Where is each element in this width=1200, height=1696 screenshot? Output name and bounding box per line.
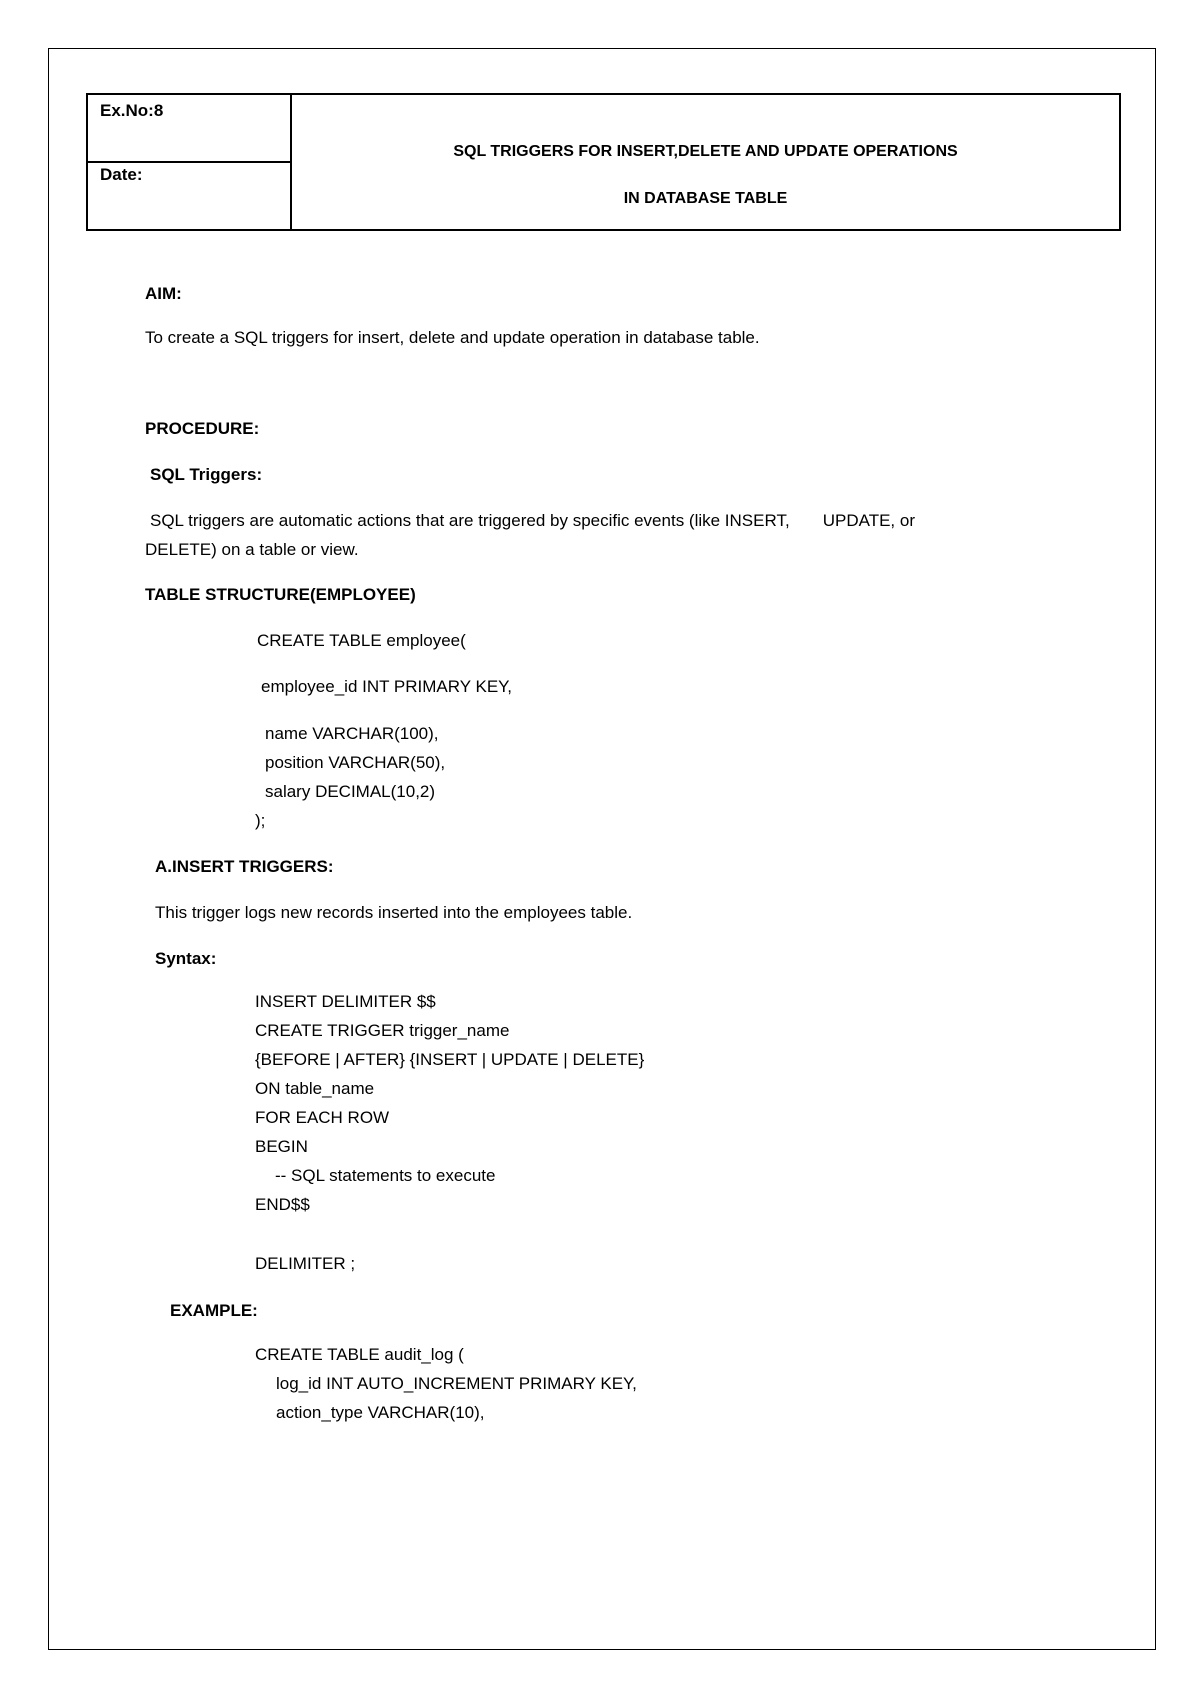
procedure-heading: PROCEDURE: <box>145 419 260 438</box>
syntax-line: FOR EACH ROW <box>255 1108 390 1127</box>
syntax-line: CREATE TRIGGER trigger_name <box>255 1021 510 1040</box>
header-table <box>86 93 1121 231</box>
code-line: name VARCHAR(100), <box>265 724 439 743</box>
aim-heading: AIM: <box>145 284 182 303</box>
example-line: CREATE TABLE audit_log ( <box>255 1345 464 1364</box>
code-line: CREATE TABLE employee( <box>257 631 466 650</box>
insert-triggers-heading: A.INSERT TRIGGERS: <box>155 857 334 876</box>
syntax-line: {BEFORE | AFTER} {INSERT | UPDATE | DELETE} <box>255 1050 645 1069</box>
syntax-line: END$$ <box>255 1195 310 1214</box>
procedure-text-line-1: SQL triggers are automatic actions that are triggered by specific events (like INSERT, UPDATE, or <box>150 511 915 530</box>
title-line-1: SQL TRIGGERS FOR INSERT,DELETE AND UPDATE OPERATIONS <box>453 143 958 160</box>
code-line: salary DECIMAL(10,2) <box>265 782 436 801</box>
header-left-cell <box>88 95 292 229</box>
syntax-heading: Syntax: <box>155 949 217 968</box>
exercise-number: Ex.No:8 <box>100 101 164 120</box>
syntax-line: ON table_name <box>255 1079 375 1098</box>
page-border <box>48 48 1156 1650</box>
code-line: employee_id INT PRIMARY KEY, <box>261 677 513 696</box>
syntax-line: BEGIN <box>255 1137 308 1156</box>
table-structure-heading: TABLE STRUCTURE(EMPLOYEE) <box>145 585 416 604</box>
title-line-2: IN DATABASE TABLE <box>623 190 788 207</box>
insert-triggers-text: This trigger logs new records inserted into the employees table. <box>155 903 633 922</box>
example-line: action_type VARCHAR(10), <box>276 1403 485 1422</box>
date-label: Date: <box>100 165 143 184</box>
syntax-line: INSERT DELIMITER $$ <box>255 992 436 1011</box>
example-heading: EXAMPLE: <box>170 1301 258 1320</box>
syntax-line: DELIMITER ; <box>255 1254 356 1273</box>
header-divider <box>88 161 292 163</box>
procedure-text-line-2: DELETE) on a table or view. <box>145 540 359 559</box>
example-line: log_id INT AUTO_INCREMENT PRIMARY KEY, <box>276 1374 637 1393</box>
code-line: ); <box>255 811 266 830</box>
aim-text: To create a SQL triggers for insert, delete and update operation in database table. <box>145 328 760 347</box>
syntax-line: -- SQL statements to execute <box>275 1166 496 1185</box>
sql-triggers-subheading: SQL Triggers: <box>150 465 263 484</box>
code-line: position VARCHAR(50), <box>265 753 446 772</box>
